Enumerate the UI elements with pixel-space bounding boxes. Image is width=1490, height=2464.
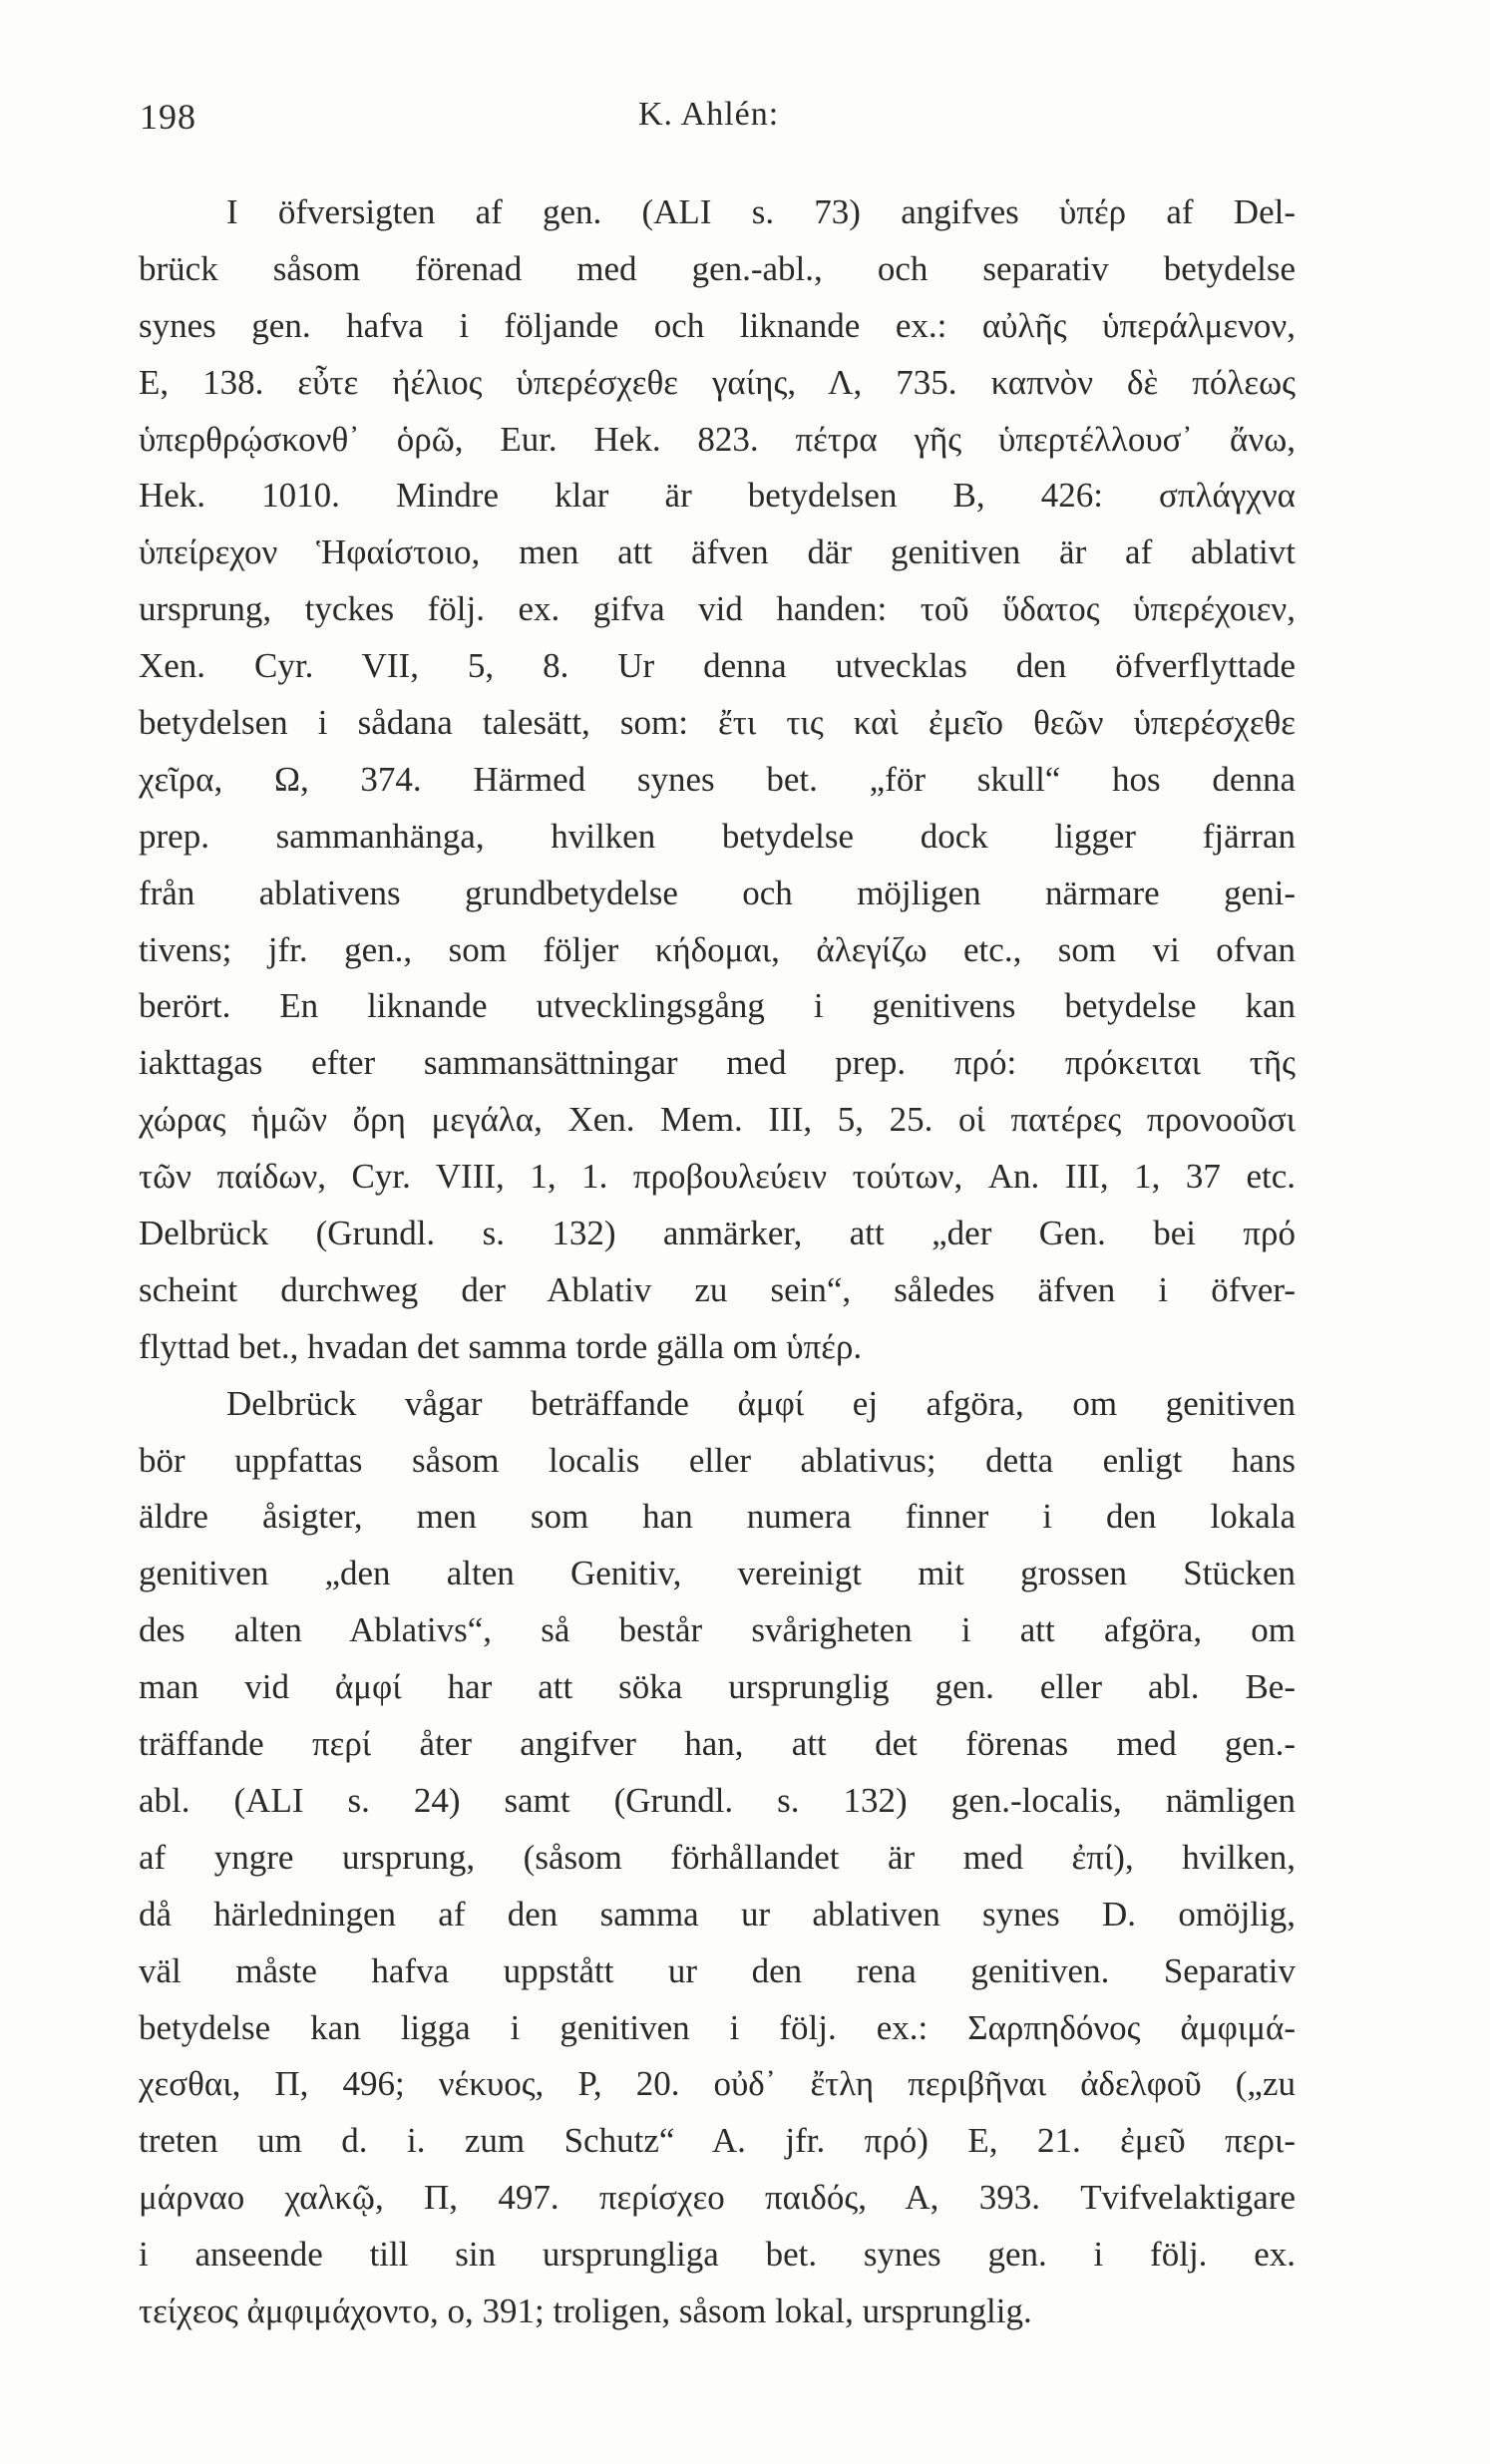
body-text xyxy=(139,184,1296,2340)
text-line: väl måste hafva uppstått ur den rena genitiven. Separativ xyxy=(139,1950,1296,1990)
running-head xyxy=(0,96,1490,146)
text-line: Delbrück (Grundl. s. 132) anmärker, att „der Gen. bei πρό xyxy=(139,1214,1296,1253)
text-line: tivens; jfr. gen., som följer κήδομαι, ἀλεγίζω etc., som vi ofvan xyxy=(139,929,1296,969)
text-line: ὑπερθρῴσκονθ᾽ ὁρῶ, Eur. Hek. 823. πέτρα γῆς ὑπερτέλλουσ᾽ ἄνω, xyxy=(139,419,1296,459)
text-line: scheint durchweg der Ablativ zu sein“, således äfven i öfver- xyxy=(139,1269,1296,1309)
text-line: äldre åsigter, men som han numera finner i den lokala xyxy=(139,1497,1296,1537)
text-line: χεσθαι, Π, 496; νέκυος, P, 20. οὐδ᾽ ἔτλη περιβῆναι ἀδελφοῦ („zu xyxy=(139,2064,1296,2104)
text-line: synes gen. hafva i följande och liknande ex.: αὐλῆς ὑπεράλμενον, xyxy=(139,305,1296,345)
text-line: träffande περί åter angifver han, att det förenas med gen.- xyxy=(139,1724,1296,1764)
text-line: berört. En liknande utvecklingsgång i genitivens betydelse kan xyxy=(139,986,1296,1026)
text-line: ὑπείρεχον Ἡφαίστοιο, men att äfven där genitiven är af ablativt xyxy=(139,532,1296,572)
text-line: μάρναο χαλκῷ, Π, 497. περίσχεο παιδός, Α, 393. Tvifvelaktigare xyxy=(139,2178,1296,2218)
text-line: τῶν παίδων, Cyr. VIII, 1, 1. προβουλεύειν τούτων, An. III, 1, 37 etc. xyxy=(139,1157,1296,1197)
running-head-author: K. Ahlén: xyxy=(638,96,780,133)
text-line: brück såsom förenad med gen.-abl., och separativ betydelse xyxy=(139,248,1296,288)
text-line: betydelse kan ligga i genitiven i följ. ex.: Σαρπηδόνος ἀμφιμά- xyxy=(139,2007,1296,2047)
text-line: iakttagas efter sammansättningar med prep. πρό: πρόκειται τῆς xyxy=(139,1043,1296,1083)
text-line: ursprung, tyckes följ. ex. gifva vid handen: τοῦ ὕδατος ὑπερέχοιεν, xyxy=(139,589,1296,629)
text-line: flyttad bet., hvadan det samma torde gälla om ὑπέρ. xyxy=(139,1326,863,1366)
text-line: betydelsen i sådana talesätt, som: ἔτι τις καὶ ἐμεῖο θεῶν ὑπερέσχεθε xyxy=(139,703,1296,743)
page-number: 198 xyxy=(140,97,196,137)
text-line: Delbrück vågar beträffande ἀμφί ej afgöra, om genitiven xyxy=(226,1383,1296,1423)
text-line: Hek. 1010. Mindre klar är betydelsen B, 426: σπλάγχνα xyxy=(139,476,1296,516)
text-line: τείχεος ἀμφιμάχοντο, ο, 391; troligen, såsom lokal, ursprunglig. xyxy=(139,2290,1032,2330)
text-line: då härledningen af den samma ur ablativen synes D. omöjlig, xyxy=(139,1894,1296,1934)
text-line: bör uppfattas såsom localis eller ablativus; detta enligt hans xyxy=(139,1440,1296,1480)
text-line: χεῖρα, Ω, 374. Härmed synes bet. „för skull“ hos denna xyxy=(139,759,1296,799)
text-line: I öfversigten af gen. (ALI s. 73) angifves ὑπέρ af Del- xyxy=(226,192,1296,231)
text-line: Xen. Cyr. VII, 5, 8. Ur denna utvecklas den öfverflyttade xyxy=(139,646,1296,686)
text-line: prep. sammanhänga, hvilken betydelse dock ligger fjärran xyxy=(139,816,1296,856)
text-line: treten um d. i. zum Schutz“ A. jfr. πρό) E, 21. ἐμεῦ περι- xyxy=(139,2121,1296,2161)
text-line: i anseende till sin ursprungliga bet. synes gen. i följ. ex. xyxy=(139,2235,1296,2275)
text-line: genitiven „den alten Genitiv, vereinigt mit grossen Stücken xyxy=(139,1554,1296,1593)
text-line: E, 138. εὖτε ἠέλιος ὑπερέσχεθε γαίης, Λ, 735. καπνὸν δὲ πόλεως xyxy=(139,362,1296,402)
text-line: af yngre ursprung, (såsom förhållandet är med ἐπί), hvilken, xyxy=(139,1837,1296,1877)
text-line: man vid ἀμφί har att söka ursprunglig gen. eller abl. Be- xyxy=(139,1667,1296,1707)
text-line: χώρας ἡμῶν ὄρη μεγάλα, Xen. Mem. III, 5, 25. οἱ πατέρες προνοοῦσι xyxy=(139,1100,1296,1140)
text-line: från ablativens grundbetydelse och möjligen närmare geni- xyxy=(139,873,1296,912)
text-line: des alten Ablativs“, så består svårigheten i att afgöra, om xyxy=(139,1610,1296,1650)
text-line: abl. (ALI s. 24) samt (Grundl. s. 132) gen.-localis, nämligen xyxy=(139,1780,1296,1820)
